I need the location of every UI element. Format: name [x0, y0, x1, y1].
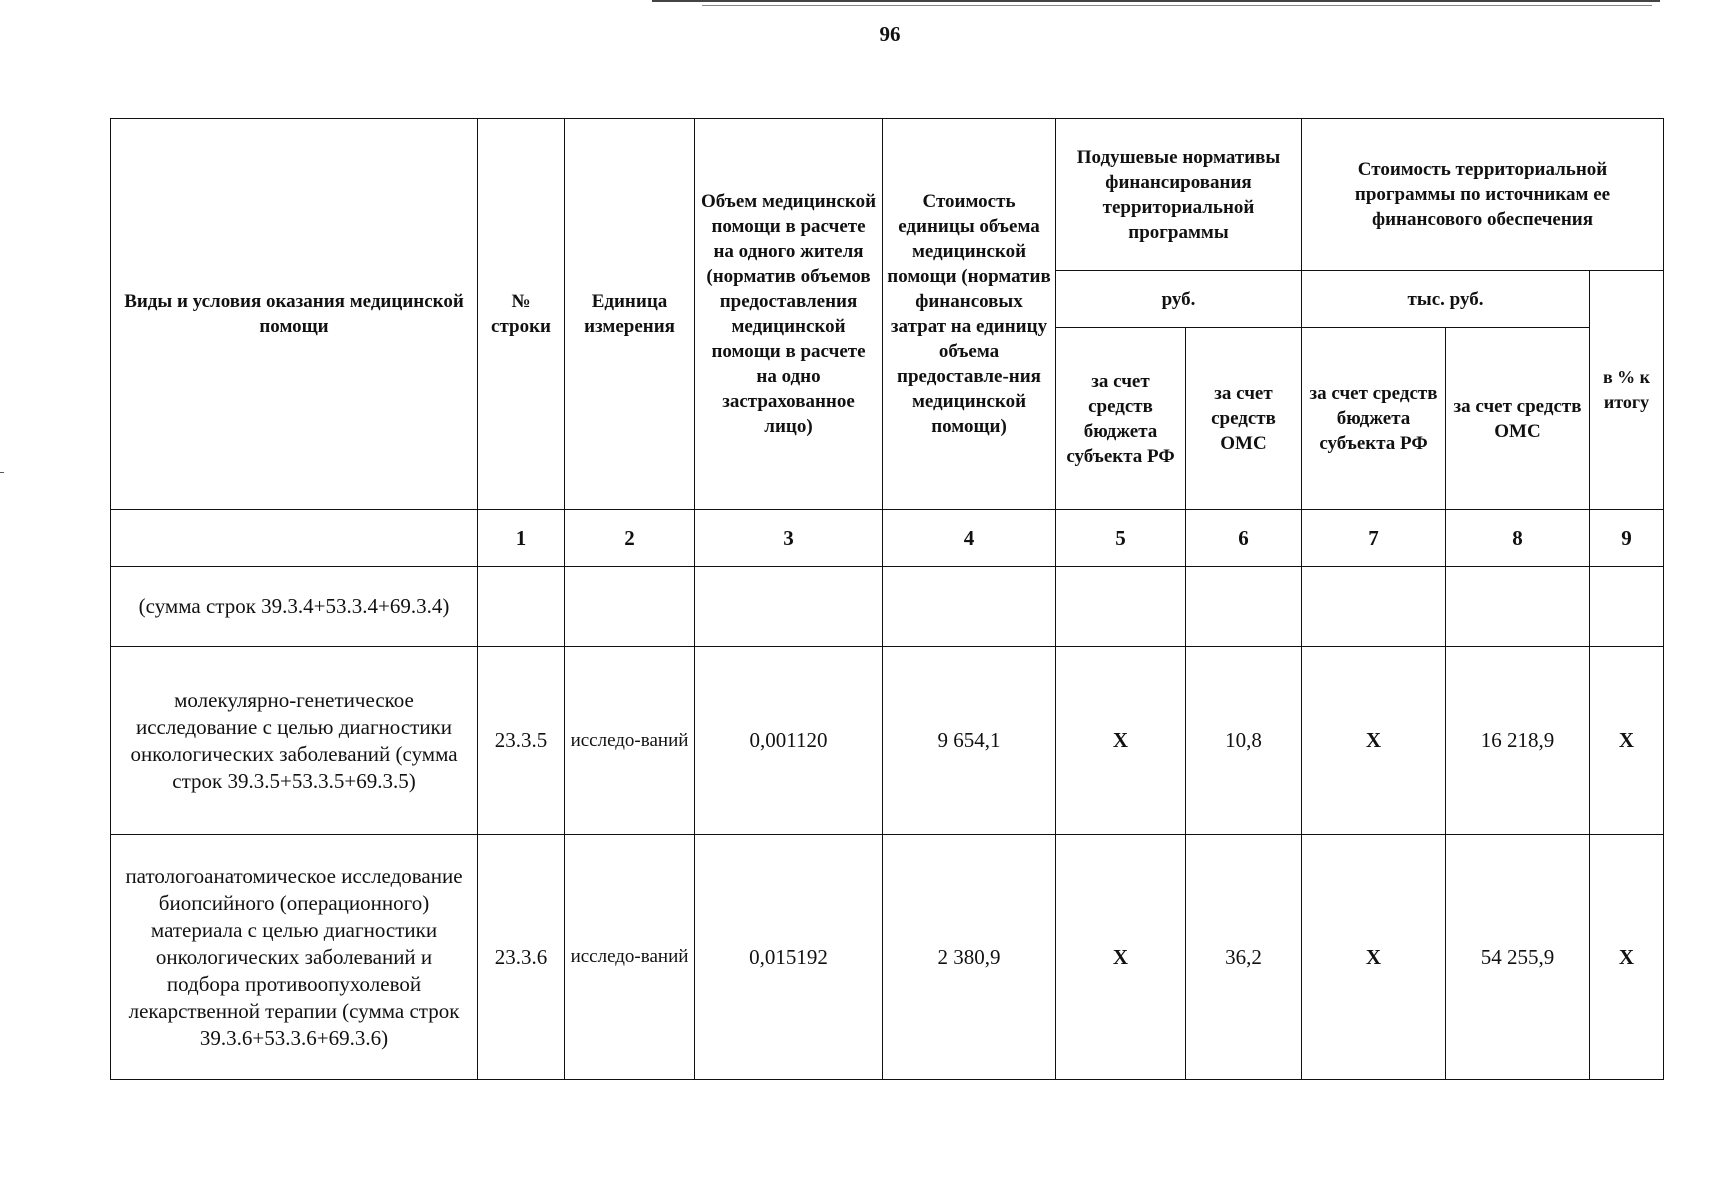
row-name: (сумма строк 39.3.4+53.3.4+69.3.4) [111, 567, 478, 647]
header-percent-of-total: в % к итогу [1590, 271, 1664, 510]
row-budget-thous: X [1302, 647, 1446, 835]
header-row-no: № строки [478, 119, 565, 510]
row-budget-rub [1056, 567, 1186, 647]
header-unit-thous-rub: тыс. руб. [1302, 271, 1590, 328]
row-volume: 0,001120 [695, 647, 883, 835]
scan-edge-mark [0, 472, 4, 473]
row-unit: исследо-ваний [565, 647, 695, 835]
column-number: 7 [1302, 510, 1446, 567]
row-cost [883, 567, 1056, 647]
row-budget-rub: X [1056, 835, 1186, 1080]
table-row [111, 567, 1664, 647]
row-oms-rub [1186, 567, 1302, 647]
row-percent: X [1590, 835, 1664, 1080]
row-budget-rub: X [1056, 647, 1186, 835]
column-number-row [111, 510, 1664, 567]
header-budget-rub: за счет средств бюджета субъекта РФ [1056, 328, 1186, 510]
row-number: 23.3.6 [478, 835, 565, 1080]
column-number: 4 [883, 510, 1056, 567]
row-volume [695, 567, 883, 647]
row-percent: X [1590, 647, 1664, 835]
header-per-capita-group: Подушевые нормативы финансирования территориальной программы [1056, 119, 1302, 271]
column-number: 2 [565, 510, 695, 567]
row-oms-thous [1446, 567, 1590, 647]
column-number: 9 [1590, 510, 1664, 567]
row-cost: 9 654,1 [883, 647, 1056, 835]
column-number: 6 [1186, 510, 1302, 567]
header-oms-thous: за счет средств ОМС [1446, 328, 1590, 510]
row-cost: 2 380,9 [883, 835, 1056, 1080]
row-percent [1590, 567, 1664, 647]
header-budget-thous: за счет средств бюджета субъекта РФ [1302, 328, 1446, 510]
scan-edge-line [702, 5, 1652, 6]
row-oms-rub: 36,2 [1186, 835, 1302, 1080]
header-volume: Объем медицинской помощи в расчете на одного жителя (норматив объемов предоставления медицинской помощи в расчете на одно застрахованное лицо) [695, 119, 883, 510]
row-number: 23.3.5 [478, 647, 565, 835]
column-number [111, 510, 478, 567]
header-program-cost-group: Стоимость территориальной программы по источникам ее финансового обеспечения [1302, 119, 1664, 271]
row-unit [565, 567, 695, 647]
header-unit-rub: руб. [1056, 271, 1302, 328]
program-cost-table [110, 118, 1664, 1080]
row-oms-thous: 16 218,9 [1446, 647, 1590, 835]
table-row [111, 835, 1664, 1080]
header-kind: Виды и условия оказания медицинской помощи [111, 119, 478, 510]
column-number: 5 [1056, 510, 1186, 567]
row-budget-thous: X [1302, 835, 1446, 1080]
column-number: 8 [1446, 510, 1590, 567]
row-budget-thous [1302, 567, 1446, 647]
column-number: 3 [695, 510, 883, 567]
row-volume: 0,015192 [695, 835, 883, 1080]
row-name: патологоанатомическое исследование биопсийного (операционного) материала с целью диагностики онкологических заболеваний и подбора противоопухолевой лекарственной терапии (сумма строк 39.3.6+53.3.6+69.3.6) [111, 835, 478, 1080]
row-oms-thous: 54 255,9 [1446, 835, 1590, 1080]
row-oms-rub: 10,8 [1186, 647, 1302, 835]
header-unit: Единица измерения [565, 119, 695, 510]
scan-edge-line [652, 0, 1660, 2]
table-row [111, 647, 1664, 835]
column-number: 1 [478, 510, 565, 567]
header-oms-rub: за счет средств ОМС [1186, 328, 1302, 510]
header-cost: Стоимость единицы объема медицинской помощи (норматив финансовых затрат на единицу объема предоставле-ния медицинской помощи) [883, 119, 1056, 510]
page-number: 96 [879, 22, 901, 46]
row-number [478, 567, 565, 647]
row-unit: исследо-ваний [565, 835, 695, 1080]
row-name: молекулярно-генетическое исследование с целью диагностики онкологических заболеваний (сумма строк 39.3.5+53.3.5+69.3.5) [111, 647, 478, 835]
